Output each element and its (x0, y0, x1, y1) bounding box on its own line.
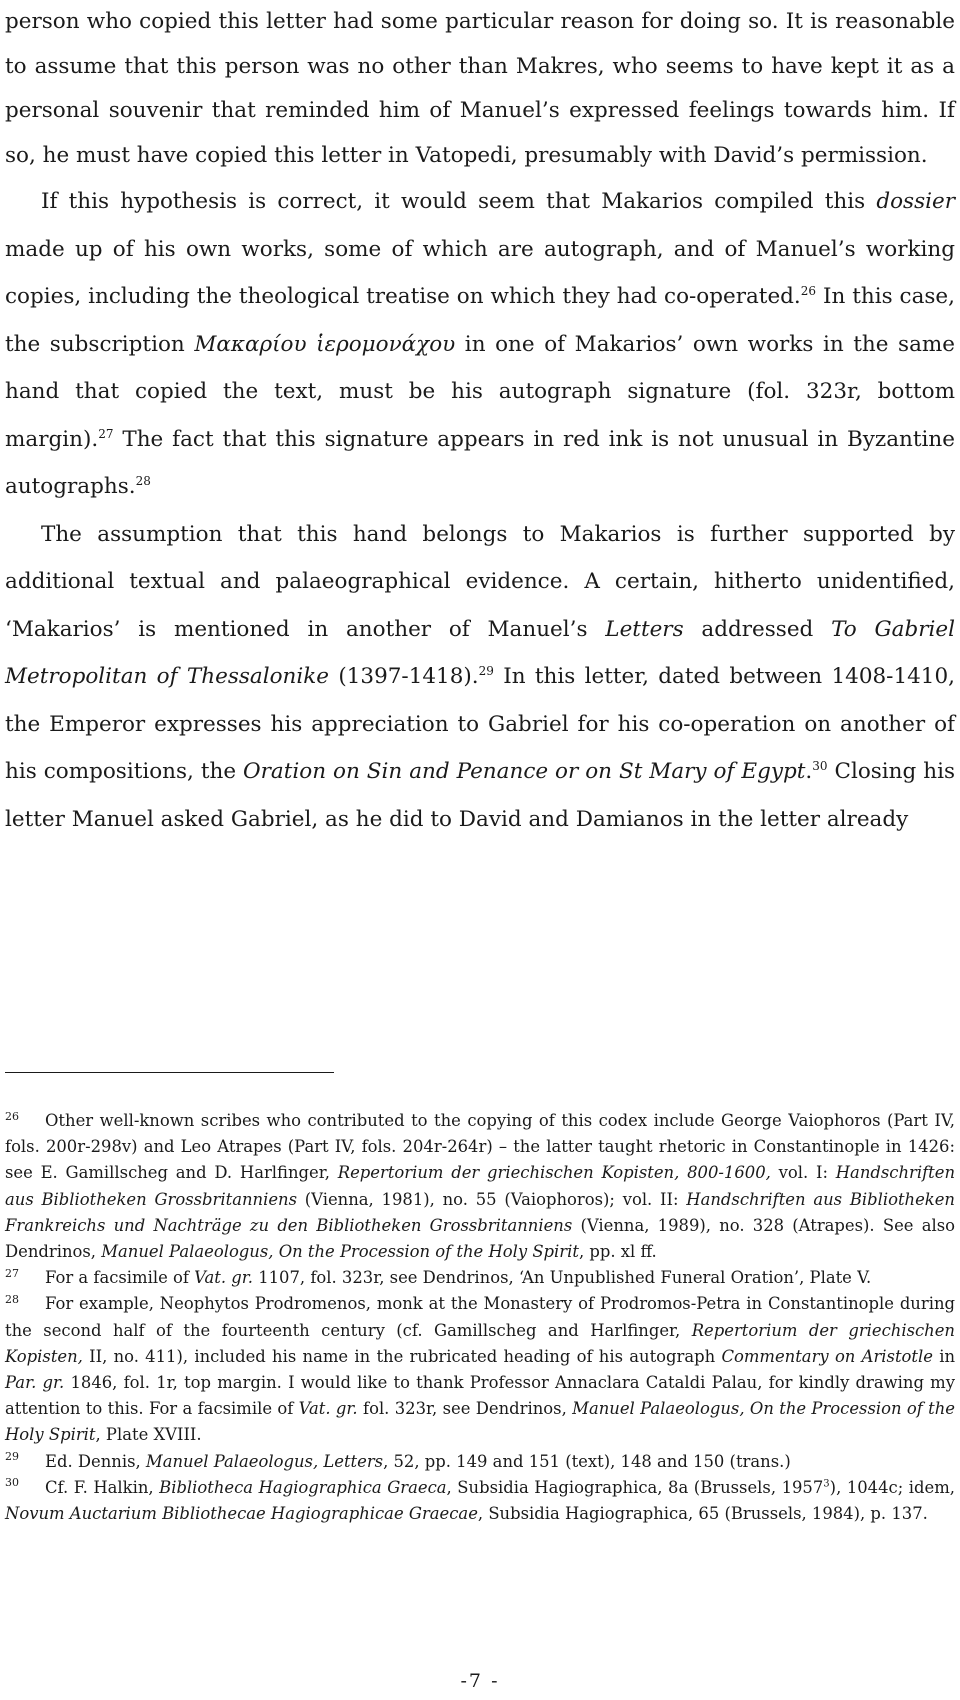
footnote-italic: Repertorium der griechischen Kopisten, 800-1600, (337, 1163, 771, 1183)
italic-dossier: dossier (876, 189, 955, 214)
footnote-text: , Plate XVIII. (95, 1425, 202, 1445)
footnote-text: , 52, pp. 149 and 151 (text), 148 and 150 (trans.) (383, 1451, 791, 1471)
paragraph-3-text-c: (1397-1418). (329, 664, 479, 689)
footnote-italic: Handschriften aus Bibliotheken Frankreichs und Nachträge zu den Bibliotheken Grossbritanniens (5, 1189, 955, 1235)
footnote-28: 28 For example, Neophytos Prodromenos, monk at the Monastery of Prodromos-Petra in Constantinople during the second half of the fourteenth century (cf. Gamillscheg and Harlfinger, Repertorium der griechischen Kopisten, II, no. 411), included his name in the rubricated heading of his autograph Commentary on Aristotle in Par. gr. 1846, fol. 1r, top margin. I would like to thank Professor Annaclara Cataldi Palau, for kindly drawing my attention to this. For a facsimile of Vat. gr. fol. 323r, see Dendrinos, Manuel Palaeologus, On the Procession of the Holy Spirit, Plate XVIII. (5, 1292, 956, 1445)
footnote-italic: Handschriften aus Bibliotheken Grossbritanniens (5, 1163, 955, 1209)
footnote-separator (5, 1072, 334, 1073)
footnote-italic: Manuel Palaeologus, On the Procession of the Holy Spirit (101, 1242, 579, 1262)
footnote-italic: Manuel Palaeologus, On the Procession of the Holy Spirit (5, 1399, 956, 1445)
paragraph-3-text-a: The assumption that this hand belongs to Makarios is further supported by additional textual and palaeographical evidence. A certain, hitherto unidentified, ‘Makarios’ is mentioned in another of Manuel’s (5, 521, 955, 642)
paragraph-3-text-f: Closing his letter Manuel asked Gabriel, as he did to David and Damianos in the letter already (5, 759, 956, 832)
footnote-text: 1107, fol. 323r, see Dendrinos, ‘An Unpublished Funeral Oration’, Plate V. (252, 1268, 872, 1288)
footnote-text: (Vienna, 1989), no. 328 (Atrapes). See also Dendrinos, (5, 1215, 956, 1262)
footnote-ref-30[interactable]: 30 (812, 758, 828, 773)
footnote-italic: Bibliotheca Hagiographica Graeca (159, 1477, 447, 1497)
main-text (5, 0, 955, 843)
edition-superscript: 3 (823, 1478, 830, 1490)
footnote-text: in (932, 1346, 956, 1366)
paragraph-1-text: person who copied this letter had some particular reason for doing so. It is reasonable to assume that this person was no other than Makres, who seems to have kept it as a personal souvenir that reminded him of Manuel’s expressed feelings towards him. If so, he must have copied this letter in Vatopedi, presumably with David’s permission. (5, 9, 955, 168)
footnote-text: II, no. 411), included his name in the rubricated heading of his autograph (82, 1346, 722, 1366)
footnote-text: fol. 323r, see Dendrinos, (357, 1399, 573, 1419)
footnote-ref-28[interactable]: 28 (135, 473, 151, 488)
footnote-text: (Vienna, 1981), no. 55 (Vaiophoros); vol. II: (297, 1189, 687, 1209)
footnote-text: , Subsidia Hagiographica, 65 (Brussels, 1984), p. 137. (477, 1504, 928, 1524)
footnote-text: Cf. F. Halkin, (45, 1477, 160, 1497)
paragraph-3-text-b: addressed (683, 616, 832, 642)
paragraph-2-text-b: made up of his own works, some of which are autograph, and of Manuel’s working copies, including the theological treatise on which they had co-operated. (5, 236, 955, 309)
paragraph-3 (5, 511, 955, 844)
footnote-26: 26 Other well-known scribes who contributed to the copying of this codex include George Vaiophoros (Part IV, fols. 200r-298v) and Leo Atrapes (Part IV, fols. 204r-264r) – the latter taught rhetoric in Constantinople in 1426: see E. Gamillscheg and D. Harlfinger, Repertorium der griechischen Kopisten, 800-1600, vol. I: Handschriften aus Bibliotheken Grossbritanniens (Vienna, 1981), no. 55 (Vaiophoros); vol. II: Handschriften aus Bibliotheken Frankreichs und Nachträge zu den Bibliotheken Grossbritanniens (Vienna, 1989), no. 328 (Atrapes). See also Dendrinos, Manuel Palaeologus, On the Procession of the Holy Spirit, pp. xl ff. (5, 1109, 956, 1262)
paragraph-3-text-d: In this letter, dated between 1408-1410, the Emperor expresses his appreciation to Gabriel for his co-operation on another of his compositions, the (5, 664, 955, 784)
footnote-text: 1846, fol. 1r, top margin. I would like to thank Professor Annaclara Cataldi Palau, for kindly drawing my attention to this. For a facsimile of (5, 1373, 955, 1419)
paragraph-2 (5, 178, 955, 511)
greek-subscription: Μακαρίου ἱερομονάχου (194, 331, 456, 357)
paragraph-1 (5, 0, 955, 178)
paragraph-2-text-a: If this hypothesis is correct, it would seem that Makarios compiled this (41, 189, 877, 214)
footnote-text: , pp. xl ff. (578, 1242, 657, 1262)
footnote-text: , Subsidia Hagiographica, 8a (Brussels, 1957 (446, 1477, 824, 1497)
footnote-italic: Vat. gr. (298, 1399, 358, 1419)
paragraph-2-text-d: in one of Makarios’ own works in the same hand that copied the text, must be his autograph signature (fol. 323r, bottom margin). (5, 331, 955, 452)
footnote-30: 30 Cf. F. Halkin, Bibliotheca Hagiographica Graeca, Subsidia Hagiographica, 8a (Brussels, 1957$^3$), 1044c; idem, Novum Auctarium Bibliothecae Hagiographicae Graecae, Subsidia Hagiographica, 65 (Brussels, 1984), p. 137. (5, 1476, 955, 1524)
footnote-ref-27[interactable]: 27 (98, 426, 114, 441)
italic-letters: Letters (605, 616, 684, 642)
footnotes (5, 1108, 955, 1527)
paragraph-2-text-c: In this case, the subscription (5, 284, 955, 357)
paragraph-2-text-e: The fact that this signature appears in red ink is not unusual in Byzantine autographs. (5, 426, 955, 499)
italic-oration: Oration on Sin and Penance or on St Mary of Egypt (243, 759, 806, 784)
footnote-text: For example, Neophytos Prodromenos, monk at the Monastery of Prodromos-Petra in Constantinople during the second half of the fourteenth century (cf. Gamillscheg and Harlfinger, (5, 1294, 955, 1340)
footnote-text: Other well-known scribes who contributed to the copying of this codex include George Vaiophoros (Part IV, fols. 200r-298v) and Leo Atrapes (Part IV, fols. 204r-264r) – the latter taught rhetoric in Constantinople in 1426: see E. Gamillscheg and D. Harlfinger, (5, 1111, 955, 1183)
footnote-italic: Par. gr. (5, 1373, 65, 1393)
paragraph-3-text-e: . (805, 759, 813, 784)
page-number: -7 - (460, 1670, 500, 1692)
footnote-italic: Vat. gr. (194, 1268, 253, 1288)
footnote-text: ), 1044c; idem, (829, 1477, 955, 1497)
footnote-29: 29 Ed. Dennis, Manuel Palaeologus, Letters, 52, pp. 149 and 151 (text), 148 and 150 (trans.) (5, 1450, 791, 1471)
footnote-ref-26[interactable]: 26 (800, 283, 817, 298)
italic-to-gabriel: To Gabriel Metropolitan of Thessalonike (5, 616, 955, 689)
footnote-italic: Commentary on Aristotle (721, 1346, 933, 1366)
footnote-italic: Repertorium der griechischen Kopisten, (5, 1320, 955, 1366)
footnote-27: 27 For a facsimile of Vat. gr. 1107, fol. 323r, see Dendrinos, ‘An Unpublished Funeral Oration’, Plate V. (5, 1266, 872, 1288)
footnote-text: Ed. Dennis, (45, 1451, 146, 1471)
footnote-italic: Novum Auctarium Bibliothecae Hagiographicae Graecae (5, 1504, 478, 1524)
footnote-ref-29[interactable]: 29 (478, 663, 494, 678)
footnote-italic: Manuel Palaeologus, Letters (145, 1451, 384, 1471)
footnote-text: vol. I: (770, 1163, 836, 1183)
footnote-text: For a facsimile of (45, 1268, 195, 1288)
